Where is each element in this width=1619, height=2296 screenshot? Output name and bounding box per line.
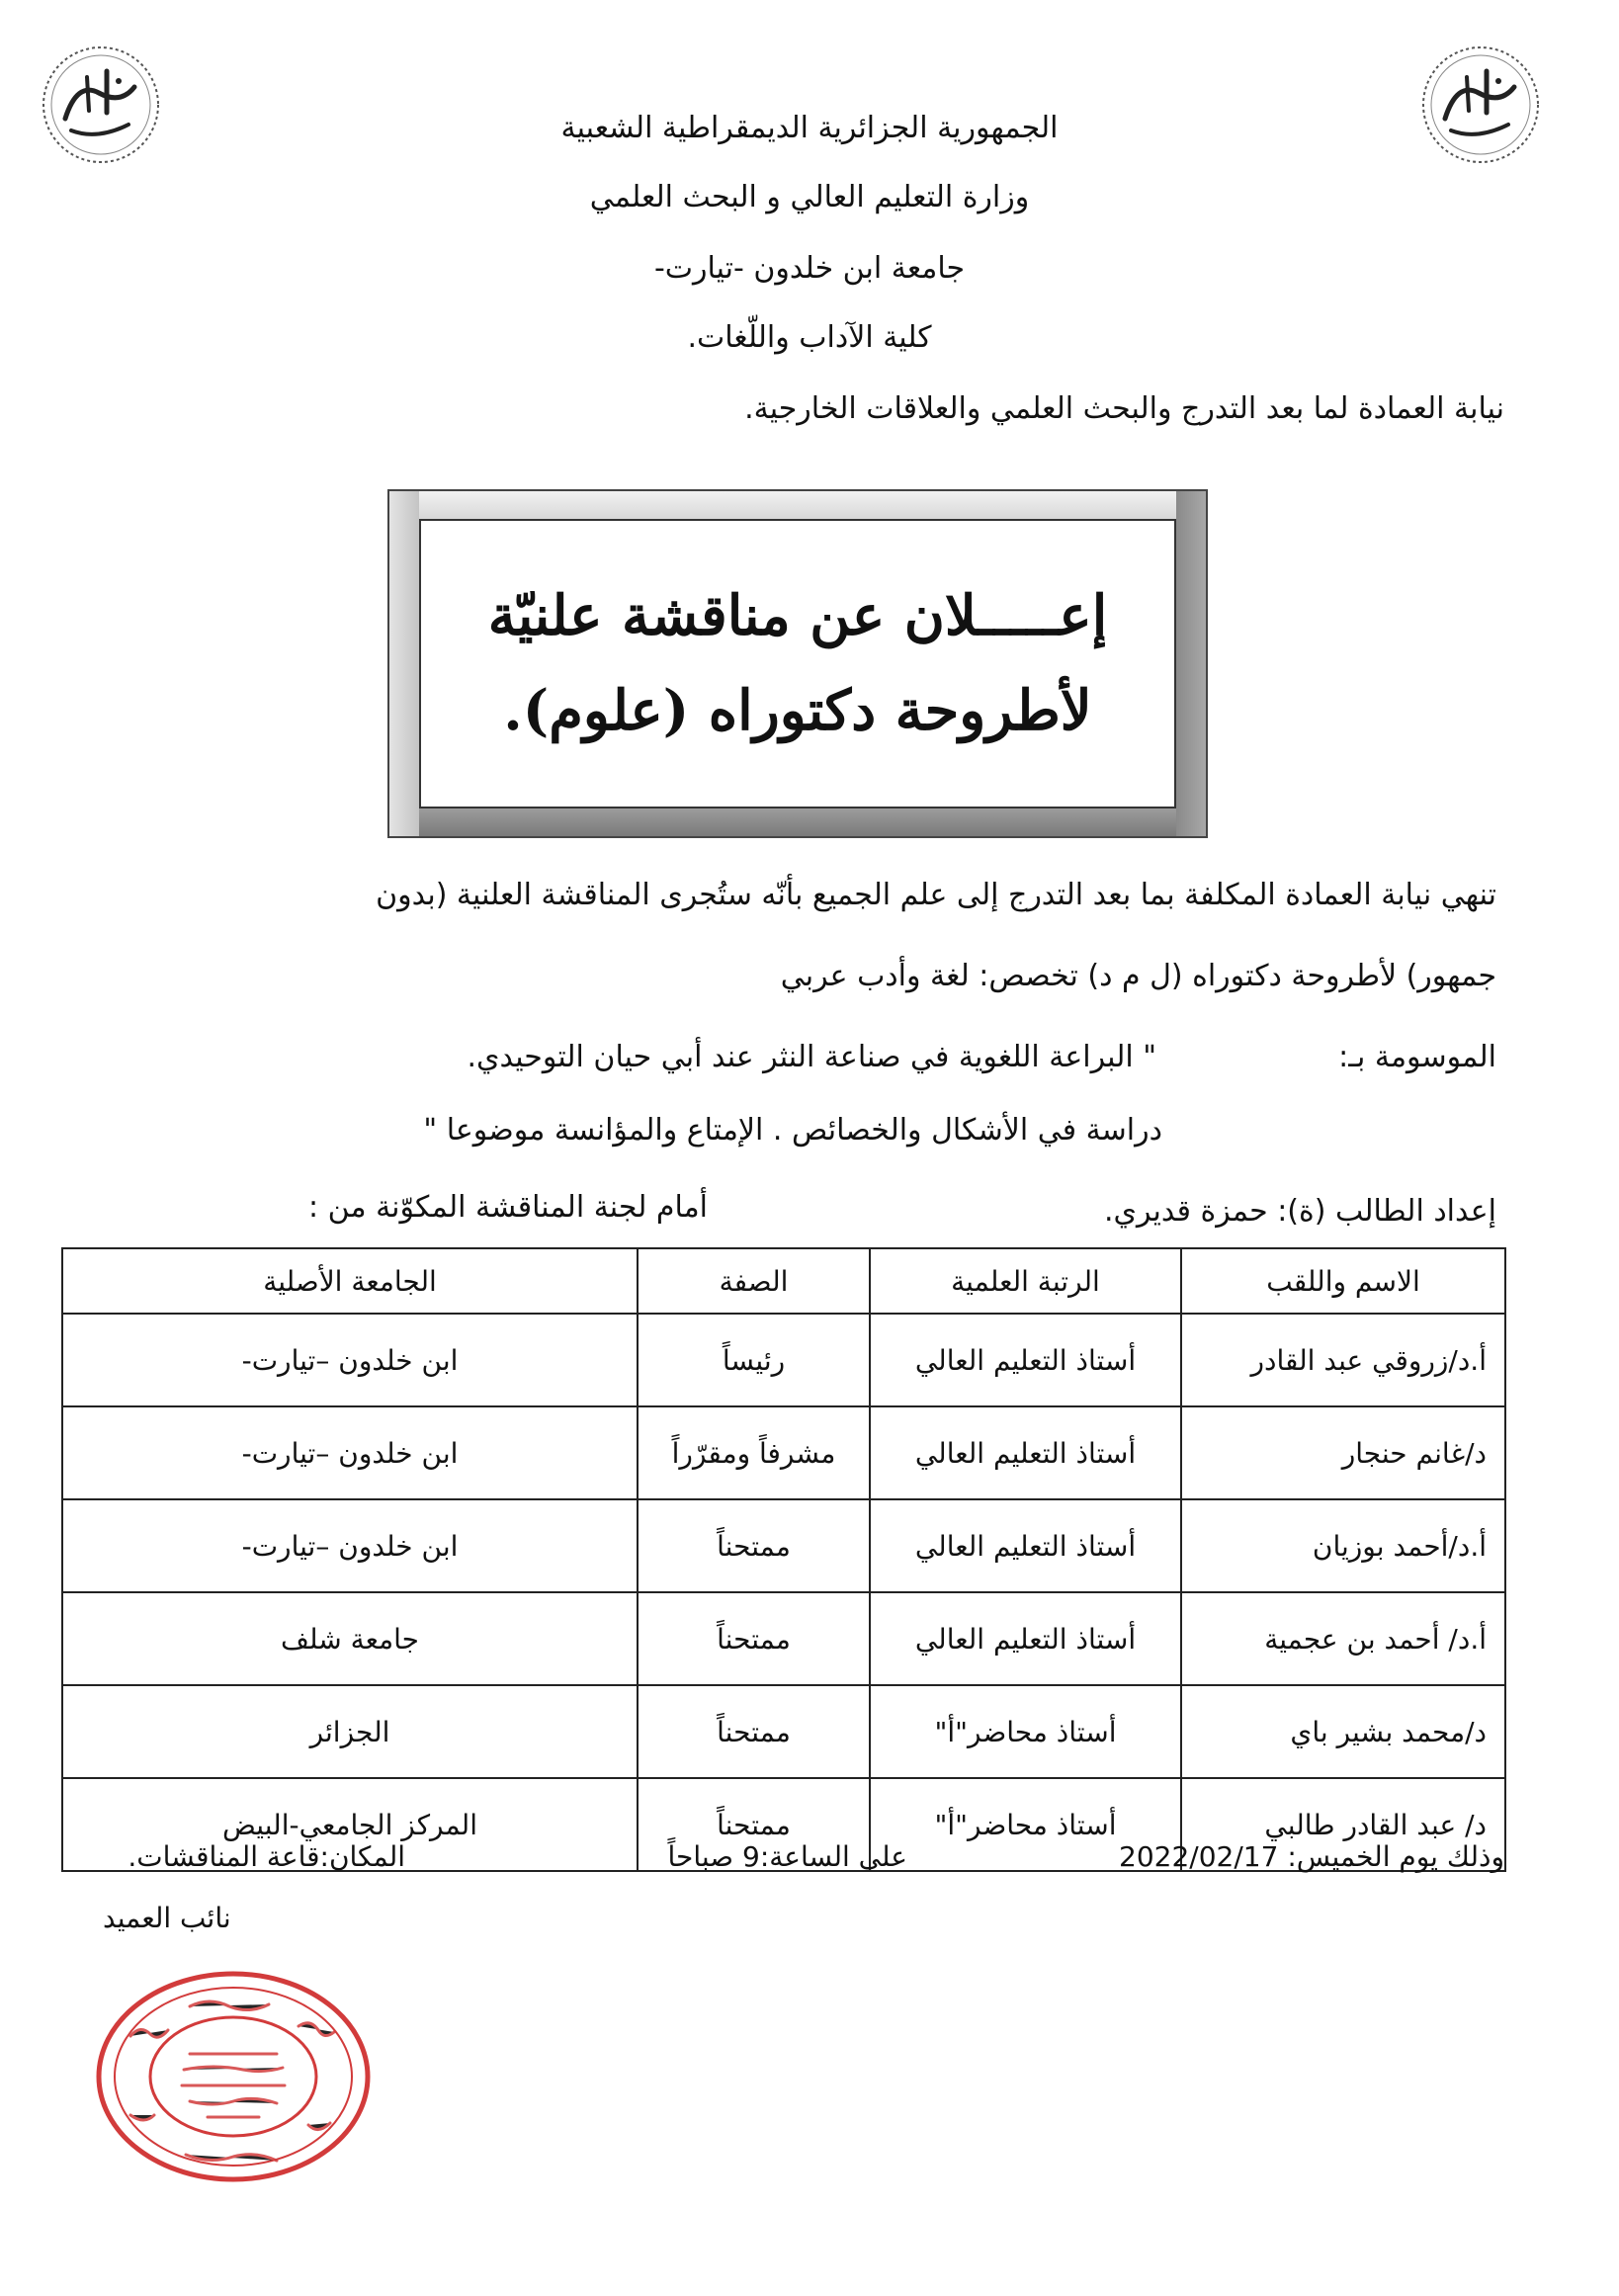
member-name: د/غانم حنجار <box>1181 1406 1505 1499</box>
member-role: مشرفاً ومقرّراً <box>638 1406 870 1499</box>
thesis-title-line1: " البراعة اللغوية في صناعة النثر عند أبي حيان التوحيدي. <box>467 1040 1156 1074</box>
member-role: ممتحناً <box>638 1685 870 1778</box>
member-name: د/محمد بشير باي <box>1181 1685 1505 1778</box>
table-header-row <box>62 1248 1505 1314</box>
table-row <box>62 1406 1505 1499</box>
header-republic: الجمهورية الجزائرية الديمقراطية الشعبية <box>560 111 1059 145</box>
body-specialty-line: جمهور) لأطروحة دكتوراه (ل م د) تخصص: لغة وأدب عربي <box>780 959 1496 993</box>
member-role: رئيساً <box>638 1314 870 1406</box>
announcement-title: إعـــــلان عن مناقشة علنيّة <box>487 583 1108 649</box>
header-name: الاسم واللقب <box>1181 1248 1505 1314</box>
member-university: ابن خلدون –تيارت- <box>62 1314 638 1406</box>
header-ministry: وزارة التعليم العالي و البحث العلمي <box>589 180 1030 214</box>
body-intro-line: تنهي نيابة العمادة المكلفة بما بعد التدرج إلى علم الجميع بأنّه ستُجرى المناقشة العلنية (بدون <box>376 878 1496 912</box>
committee-table <box>61 1247 1506 1872</box>
member-rank: أستاذ التعليم العالي <box>870 1592 1181 1685</box>
thesis-title-line2: دراسة في الأشكال والخصائص . الإمتاع والمؤانسة موضوعا " <box>423 1113 1162 1148</box>
member-rank: أستاذ التعليم العالي <box>870 1406 1181 1499</box>
header-university: الجامعة الأصلية <box>62 1248 638 1314</box>
header-faculty: كلية الآداب واللّغات. <box>687 320 932 355</box>
member-role: ممتحناً <box>638 1499 870 1592</box>
committee-intro: أمام لجنة المناقشة المكوّنة من : <box>308 1190 708 1225</box>
university-logo-left <box>38 42 164 168</box>
announcement-subtitle: لأطروحة دكتوراه (علوم). <box>503 677 1092 743</box>
member-name: أ.د/ أحمد بن عجمية <box>1181 1592 1505 1685</box>
table-row <box>62 1592 1505 1685</box>
member-university: ابن خلدون –تيارت- <box>62 1406 638 1499</box>
official-stamp <box>91 1967 376 2186</box>
thesis-label: الموسومة بـ: <box>1338 1040 1496 1074</box>
table-row <box>62 1314 1505 1406</box>
member-university: الجزائر <box>62 1685 638 1778</box>
member-rank: أستاذ محاضر"أ" <box>870 1685 1181 1778</box>
signatory-title: نائب العميد <box>103 1902 231 1934</box>
student-line: إعداد الطالب (ة): حمزة قديري. <box>1103 1194 1496 1229</box>
member-university: المركز الجامعي-البيض <box>62 1778 638 1871</box>
member-name: أ.د/زروقي عبد القادر <box>1181 1314 1505 1406</box>
member-role: ممتحناً <box>638 1592 870 1685</box>
member-rank: أستاذ التعليم العالي <box>870 1499 1181 1592</box>
defense-time: على الساعة:9 صباحاً <box>667 1840 907 1873</box>
header-role: الصفة <box>638 1248 870 1314</box>
defense-place: المكان:قاعة المناقشات. <box>128 1840 405 1873</box>
defense-date: وذلك يوم الخميس: 2022/02/17 <box>1119 1840 1504 1873</box>
table-row <box>62 1499 1505 1592</box>
member-role: ممتحناً <box>638 1778 870 1871</box>
member-university: ابن خلدون –تيارت- <box>62 1499 638 1592</box>
member-rank: أستاذ محاضر"أ" <box>870 1778 1181 1871</box>
announcement-frame <box>387 489 1208 838</box>
table-row <box>62 1685 1505 1778</box>
header-university: جامعة ابن خلدون -تيارت- <box>653 251 966 286</box>
member-university: جامعة شلف <box>62 1592 638 1685</box>
header-deanery: نيابة العمادة لما بعد التدرج والبحث العلمي والعلاقات الخارجية. <box>744 391 1504 426</box>
member-name: أ.د/أحمد بوزيان <box>1181 1499 1505 1592</box>
university-logo-right <box>1417 42 1544 168</box>
header-rank: الرتبة العلمية <box>870 1248 1181 1314</box>
member-name: د/ عبد القادر طالبي <box>1181 1778 1505 1871</box>
member-rank: أستاذ التعليم العالي <box>870 1314 1181 1406</box>
